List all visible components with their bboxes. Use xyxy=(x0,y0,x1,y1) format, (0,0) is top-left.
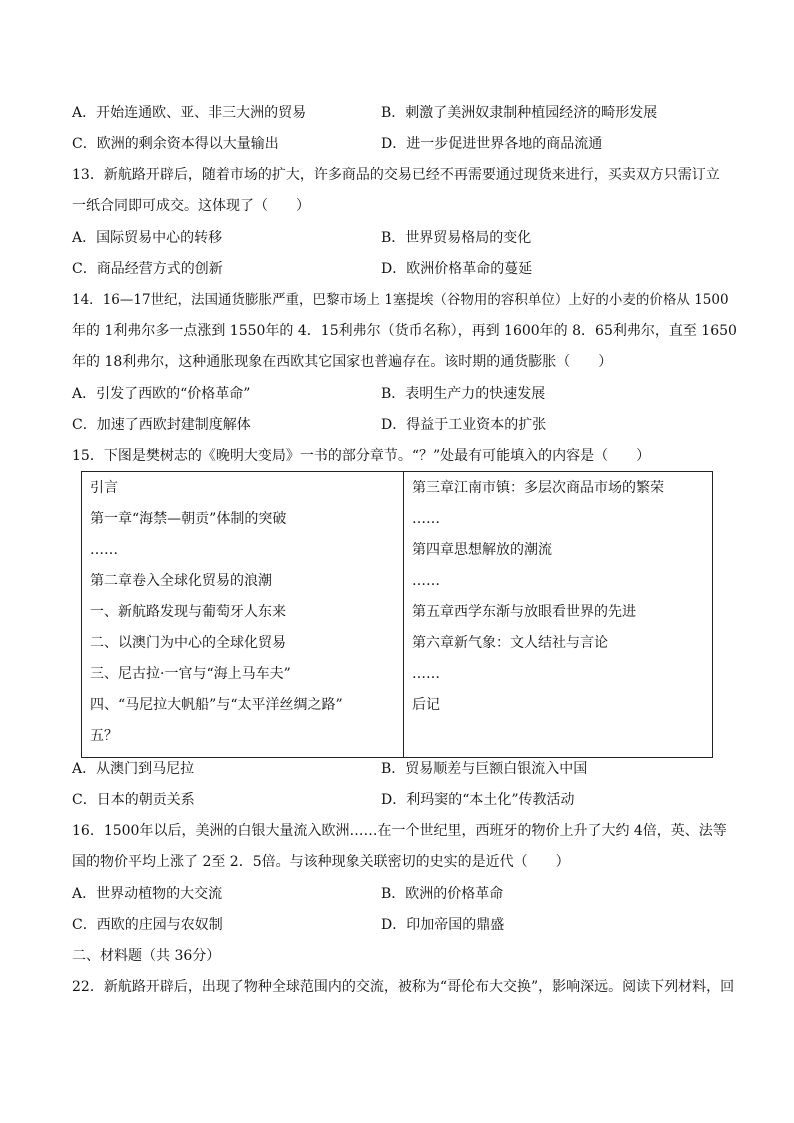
toc-right-item: …… xyxy=(412,666,440,682)
toc-left-item: 引言 xyxy=(90,480,118,496)
q14-stem-line1: 14．16—17世纪，法国通货膨胀严重，巴黎市场上 1塞提埃（谷物用的容积单位）上好的小麦的价格从 1500 xyxy=(72,292,729,308)
q16-option-d: D．印加帝国的鼎盛 xyxy=(381,917,505,933)
q12-option-d: D．进一步促进世界各地的商品流通 xyxy=(381,136,603,152)
q13-option-b: B．世界贸易格局的变化 xyxy=(381,230,532,246)
q16-stem-line1: 16．1500年以后，美洲的白银大量流入欧洲……在一个世纪里，西班牙的物价上升了大约 4倍，英、法等 xyxy=(72,823,727,839)
q15-option-a: A．从澳门到马尼拉 xyxy=(72,761,195,777)
toc-right-item: 第四章思想解放的潮流 xyxy=(412,542,552,558)
q14-option-d: D．得益于工业资本的扩张 xyxy=(381,417,547,433)
toc-left-item: 一、新航路发现与葡萄牙人东来 xyxy=(90,604,286,620)
toc-left-column xyxy=(82,472,404,758)
q13-stem-line1: 13．新航路开辟后，随着市场的扩大，许多商品的交易已经不再需要通过现货来进行，买卖双方只需订立 xyxy=(72,167,720,183)
q16-stem-line2: 国的物价平均上涨了 2至 2．5倍。与该种现象关联密切的史实的是近代（ ） xyxy=(72,854,570,870)
toc-left-item: …… xyxy=(90,542,118,558)
toc-right-item: …… xyxy=(412,573,440,589)
section-heading: 二、材料题（共 36分） xyxy=(72,948,221,964)
q15-option-d: D．利玛窦的“本土化”传教活动 xyxy=(381,792,575,808)
toc-right-item: 第六章新气象：文人结社与言论 xyxy=(412,635,608,651)
q13-stem-line2: 一纸合同即可成交。这体现了（ ） xyxy=(72,198,310,214)
q14-option-a: A．引发了西欧的“价格革命” xyxy=(72,386,251,402)
q13-option-d: D．欧洲价格革命的蔓延 xyxy=(381,261,533,277)
toc-left-item: 三、尼古拉·一官与“海上马车夫” xyxy=(90,666,291,682)
q14-stem-line2: 年的 1利弗尔多一点涨到 1550年的 4．15利弗尔（货币名称），再到 1600年的 8．65利弗尔，直至 1650 xyxy=(72,323,737,339)
toc-left-item-missing: 五？ xyxy=(90,728,118,744)
q15-option-b: B．贸易顺差与巨额白银流入中国 xyxy=(381,761,588,777)
toc-right-item: 第三章江南市镇：多层次商品市场的繁荣 xyxy=(412,480,664,496)
toc-right-item: 后记 xyxy=(412,697,440,713)
toc-left-item: 二、以澳门为中心的全球化贸易 xyxy=(90,635,286,651)
toc-right-column xyxy=(404,472,713,758)
toc-right-item: 第五章西学东渐与放眼看世界的先进 xyxy=(412,604,636,620)
q15-option-c: C．日本的朝贡关系 xyxy=(72,792,195,808)
toc-left-item: 四、“马尼拉大帆船”与“太平洋丝绸之路” xyxy=(90,697,343,713)
toc-left-item: 第二章卷入全球化贸易的浪潮 xyxy=(90,573,272,589)
q15-stem: 15．下图是樊树志的《晚明大变局》一书的部分章节。“？”处最有可能填入的内容是（ ） xyxy=(72,448,651,464)
q12-option-c: C．欧洲的剩余资本得以大量输出 xyxy=(72,136,279,152)
q16-option-b: B．欧洲的价格革命 xyxy=(381,886,504,902)
q14-stem-line3: 年的 18利弗尔，这种通胀现象在西欧其它国家也普遍存在。该时期的通货膨胀（ ） xyxy=(72,354,613,370)
q12-option-b: B．刺激了美洲奴隶制种植园经济的畸形发展 xyxy=(381,105,658,121)
q12-option-a: A．开始连通欧、亚、非三大洲的贸易 xyxy=(72,105,307,121)
q14-option-b: B．表明生产力的快速发展 xyxy=(381,386,546,402)
q16-option-a: A．世界动植物的大交流 xyxy=(72,886,223,902)
book-contents-table xyxy=(81,471,713,758)
q13-option-a: A．国际贸易中心的转移 xyxy=(72,230,223,246)
q16-option-c: C．西欧的庄园与农奴制 xyxy=(72,917,223,933)
toc-left-item: 第一章“海禁—朝贡”体制的突破 xyxy=(90,511,287,527)
q22-stem-line1: 22．新航路开辟后，出现了物种全球范围内的交流，被称为“哥伦布大交换”，影响深远。阅读下列材料，回 xyxy=(72,979,735,995)
toc-right-item: …… xyxy=(412,511,440,527)
q13-option-c: C．商品经营方式的创新 xyxy=(72,261,223,277)
q14-option-c: C．加速了西欧封建制度解体 xyxy=(72,417,251,433)
